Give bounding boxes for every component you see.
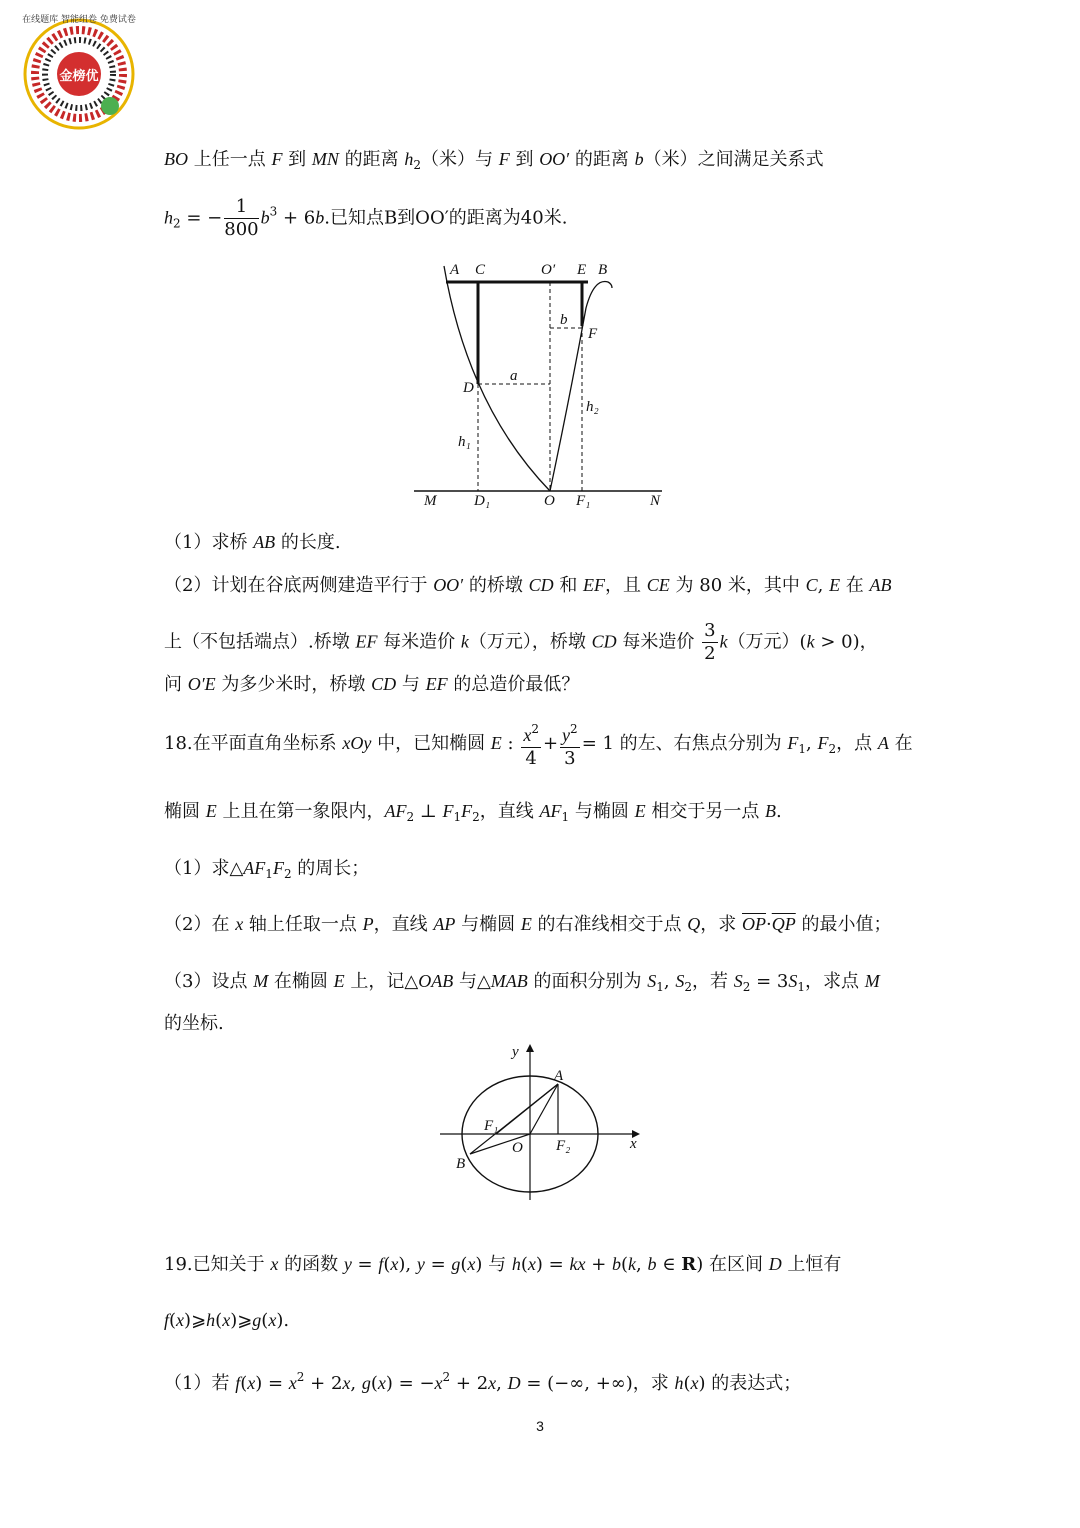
- label-B-ellipse: B: [456, 1156, 466, 1172]
- q17-cont-line1: BO 上任一点 F 到 MN 的距离 $h_2$（米）与 F 到 OO′ 的距离 b（米）之间满足关系式: [164, 149, 824, 172]
- label-b: b: [560, 312, 568, 328]
- q19-part1: （1）若 $f(x) = x^2 + 2x$, $g(x) = -x^2 + 2x$, D = (−∞, +∞)，求 h(x) 的表达式；: [164, 1370, 802, 1394]
- label-F1: F₁: [576, 493, 591, 509]
- q19-line1: 19.已知关于 x 的函数 y = f(x), y = g(x) 与 h(x) = kx + b(k, b ∈ R) 在区间 D 上恒有: [164, 1254, 842, 1275]
- q17-known-condition: .已知点B到OO′的距离为40米.: [324, 207, 568, 229]
- label-M: M: [424, 493, 437, 509]
- label-a: a: [510, 368, 518, 384]
- label-y: y: [512, 1044, 519, 1060]
- bridge-figure: [408, 256, 678, 520]
- q18-line2: 椭圆 E 上且在第一象限内，$AF_2$ ⊥ $F_1F_2$，直线 $AF_1$ 与椭圆 E 相交于另一点 B.: [164, 801, 782, 824]
- q17-part2-line1: （2）计划在谷底两侧建造平行于 OO′ 的桥墩 CD 和 EF，且 CE 为 80 米，其中 C, E 在 AB: [164, 575, 892, 596]
- q18-part3-line1: （3）设点 M 在椭圆 E 上，记△OAB 与△MAB 的面积分别为 $S_1$, $S_2$，若 $S_2 = 3S_1$，求点 M: [164, 971, 880, 994]
- q19-line2: f(x)⩾h(x)⩾g(x).: [164, 1310, 290, 1331]
- logo-arc-text: 在线题库 智能组卷 免费试卷: [22, 15, 136, 25]
- label-D: D: [463, 380, 474, 396]
- q18-part3-line2: 的坐标.: [164, 1013, 224, 1034]
- label-D1: D₁: [474, 493, 491, 509]
- label-h1: h₁: [458, 434, 471, 450]
- label-A-ellipse: A: [554, 1068, 564, 1084]
- label-A: A: [450, 262, 460, 278]
- label-F: F: [588, 326, 598, 342]
- label-F2-ellipse: F₂: [556, 1138, 571, 1154]
- q17-part2-line3: 问 O′E 为多少米时，桥墩 CD 与 EF 的总造价最低？: [164, 674, 580, 695]
- label-E: E: [577, 262, 587, 278]
- logo-brand-text: 金榜优: [59, 69, 99, 84]
- label-O-ellipse: O: [512, 1140, 523, 1156]
- label-C: C: [475, 262, 486, 278]
- brand-logo: [18, 8, 140, 130]
- label-O: O: [544, 493, 555, 509]
- q18-part2: （2）在 x 轴上任取一点 P，直线 AP 与椭圆 E 的右准线相交于点 Q，求 $\overline{OP}\cdot\overline{QP}$ 的最小值；: [164, 914, 892, 935]
- label-F1-ellipse: F₁: [484, 1118, 499, 1134]
- q17-formula-line: $h_2$ = − $\frac{1}{800}$ $b^3 + 6b$.已知点B到OO′的距离为40米.: [164, 196, 568, 240]
- q18-line1: 18.在平面直角坐标系 xOy 中，已知椭圆 E : $\frac{x^2}{4}$ + $\frac{y^2}{3}$ = 1 的左、右焦点分别为 $F_1$, $F_2$，点 A 在: [164, 718, 913, 770]
- q17-part2-line2: 上（不包括端点）.桥墩 EF 每米造价 k（万元），桥墩 CD 每米造价 $\frac{3}{2}$ k（万元）(k > 0)，: [164, 620, 878, 664]
- label-B: B: [598, 262, 608, 278]
- label-O-prime: O′: [541, 262, 556, 278]
- label-N: N: [650, 493, 661, 509]
- label-h2: h₂: [586, 399, 599, 415]
- label-x: x: [630, 1136, 637, 1152]
- ellipse-figure: [436, 1040, 646, 1209]
- q18-part1: （1）求$\triangle AF_1F_2$ 的周长；: [164, 858, 370, 881]
- q17-part1: （1）求桥 AB 的长度.: [164, 532, 341, 553]
- page-number: 3: [536, 1418, 544, 1434]
